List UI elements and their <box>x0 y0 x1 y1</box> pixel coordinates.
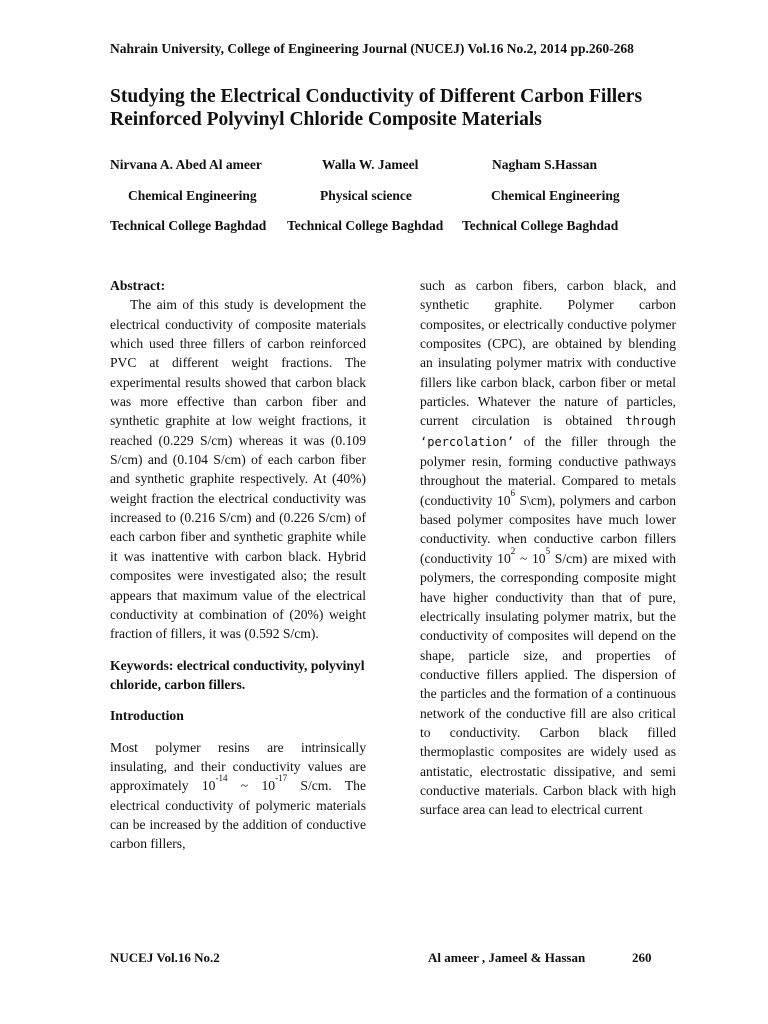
author-1-institution: Technical College Baghdad <box>110 218 267 233</box>
footer-journal: NUCEJ Vol.16 No.2 <box>110 950 220 965</box>
right-text-percolation: through ‘percolation’ <box>420 414 676 449</box>
right-column <box>420 276 676 820</box>
title-line-2: Reinforced Polyvinyl Chloride Composite Materials <box>110 109 542 130</box>
journal-header: Nahrain University, College of Engineering Journal (NUCEJ) Vol.16 No.2, 2014 pp.260-268 <box>110 41 634 56</box>
introduction-paragraph <box>110 738 366 854</box>
introduction-heading: Introduction <box>110 708 184 724</box>
author-3-institution: Technical College Baghdad <box>462 218 619 233</box>
author-2-name: Walla W. Jameel <box>322 157 419 172</box>
right-text-6: S/cm) are mixed with polymers, the corresponding composite might have higher conductivity than that of pure, electrically insulating polymer matrix, but the conductivity of composites will depend on the shape, particle size, and properties of conductive fillers applied. The dispersion of the particles and the formation of a continuous network of the conductive fill are also critical to conductivity. Carbon black filled thermoplastic composites are widely used as antistatic, electrostatic dissipative, and semi conductive materials. Carbon black with high surface area can lead to electrical current <box>420 550 676 818</box>
paper-title <box>110 85 710 131</box>
right-exponent-a: 6 <box>510 487 516 498</box>
footer-page-number: 260 <box>632 950 652 965</box>
abstract-text: The aim of this study is development the electrical conductivity of composite materials which used three fillers of carbon reinforced PVC at different weight fractions. The experimental results showed that carbon black was more effective than carbon fiber and synthetic graphite at low weight fractions, it reached (0.229 S/cm) whereas it was (0.109 S/cm) and (0.104 S/cm) of each carbon fiber and synthetic graphite respectively. At (40%) weight fraction the electrical conductivity was increased to (0.216 S/cm) and (0.226 S/cm) of each carbon fiber and synthetic graphite while it was inattentive with carbon black. Hybrid composites were investigated also; the result appears that maximum value of the electrical conductivity at combination of (20%) weight fraction of fillers, it was (0.592 S/cm). <box>110 297 366 642</box>
right-column-paragraph <box>420 276 676 820</box>
author-3-department: Chemical Engineering <box>491 188 620 203</box>
right-text-5: ~ 10 <box>515 550 546 566</box>
right-exponent-c: 5 <box>545 545 551 556</box>
abstract-heading: Abstract: <box>110 278 166 293</box>
intro-exponent-2: -17 <box>275 773 288 784</box>
intro-text-c: S/cm. The electrical conductivity of polymeric materials can be increased by the addition of conductive carbon fillers, <box>110 778 367 852</box>
right-text-1: such as carbon fibers, carbon black, and synthetic graphite. Polymer carbon composites, or electrically conductive polymer composites (CPC), are obtained by blending an insulating polymer matrix with conductive fillers like carbon black, carbon fiber or metal particles. Whatever the nature of particles, current circulation is obtained <box>420 278 676 429</box>
right-text-3: of the filler through the polymer resin, forming conductive pathways throughout the material. Compared to metals (conductivity 10 <box>420 433 676 508</box>
right-exponent-b: 2 <box>510 545 516 556</box>
author-2-institution: Technical College Baghdad <box>287 218 444 233</box>
right-text-4: S\cm), polymers and carbon based polymer composites have much lower conductivity. when conductive carbon fillers (conductivity 10 <box>420 492 676 566</box>
author-1-name: Nirvana A. Abed Al ameer <box>110 157 262 172</box>
title-line-1: Studying the Electrical Conductivity of Different Carbon Fillers <box>110 86 643 107</box>
footer-authors: Al ameer , Jameel & Hassan <box>428 950 586 965</box>
intro-exponent-1: -14 <box>215 773 228 784</box>
keywords: Keywords: electrical conductivity, polyvinyl chloride, carbon fillers. <box>110 657 365 692</box>
author-2-department: Physical science <box>320 188 412 203</box>
author-1-department: Chemical Engineering <box>128 188 257 203</box>
author-3-name: Nagham S.Hassan <box>492 157 598 172</box>
intro-text-a: Most polymer resins are intrinsically insulating, and their conductivity values are approximately 10 <box>110 739 366 794</box>
intro-text-b: ~ 10 <box>227 778 276 794</box>
left-column <box>110 276 366 854</box>
